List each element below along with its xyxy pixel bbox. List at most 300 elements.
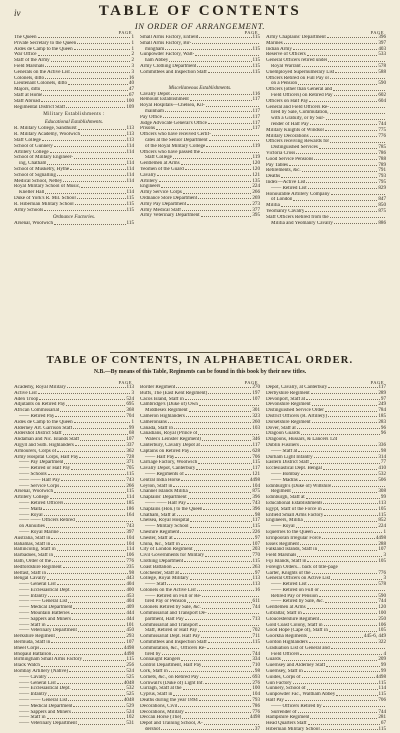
entry-title: Ordnance Store Department [140, 195, 198, 201]
dot-leader [331, 194, 385, 195]
dot-leader [202, 608, 252, 609]
entry-page: 115 [252, 523, 260, 530]
entry-title: Bermuda, Staff in [14, 640, 51, 646]
page-number: iv [14, 8, 21, 18]
entry-title: Gun Factory [266, 680, 292, 686]
dot-leader [76, 521, 133, 522]
entry-title: of London [271, 197, 293, 203]
dot-leader [77, 43, 130, 44]
dot-leader [330, 107, 385, 108]
entry-title: —— Royal Marine [19, 529, 59, 535]
alphabetical-section-note: N.B.—By means of this Table, Regiments can be found in this book by their new titles. [93, 369, 307, 375]
entry-title: Yeomanry Cavalry [266, 208, 305, 214]
entry-title: Bath, Order of the [14, 558, 52, 564]
entry-page: 409 [126, 604, 134, 611]
entry-title: Bedfordshire Regiment [14, 564, 62, 570]
entry-title: Officers on Half Pay [266, 98, 309, 104]
entry-title: General and Field Officers Re- [266, 104, 329, 110]
entry-page: 4048 [123, 679, 134, 686]
dot-leader [168, 422, 251, 423]
dot-leader [73, 706, 125, 707]
dot-leader [330, 217, 385, 218]
entry-title: Devonshire Regiment [266, 402, 311, 408]
entry-title: Gentlemen at Arms [140, 161, 180, 167]
dot-leader [306, 399, 380, 400]
entry-page: 706 [378, 697, 386, 704]
entry-title: Colchester, Staff at [140, 570, 179, 576]
dot-leader [298, 451, 380, 452]
dot-leader [314, 159, 377, 160]
entry-title: Majors, ditto [14, 87, 41, 93]
dot-leader [38, 37, 131, 38]
entry-page: 121 [252, 470, 260, 477]
dot-leader [157, 175, 251, 176]
dot-leader [334, 223, 377, 224]
entry-page: 776 [378, 569, 386, 576]
entry-page: 578 [378, 62, 386, 69]
entry-title: Fiji Islands, Staff in [266, 558, 307, 564]
dot-leader [46, 527, 125, 528]
entry-title: mainham [145, 108, 164, 114]
entry-page: 886 [378, 219, 386, 226]
entry-title: —— General List [19, 582, 56, 588]
entry-title: College, Royal Military [140, 576, 189, 582]
entry-page: 875 [252, 488, 260, 495]
entry-title: Duke of York's R. Mil. School [14, 195, 76, 201]
dot-leader [38, 55, 131, 56]
dot-leader [159, 181, 252, 182]
entry-page: 226 [252, 528, 260, 535]
entry-page: 249 [378, 401, 386, 408]
entry-title: Channel Islands Militia [140, 489, 188, 495]
dot-leader [47, 718, 126, 719]
entry-title: School of Military Engineer- [14, 155, 73, 161]
dot-leader [318, 550, 377, 551]
dot-leader [69, 671, 125, 672]
dot-leader [335, 72, 377, 73]
entry-page: 107 [378, 546, 386, 553]
entry-title: —— Ecclesiastical Dept. [19, 587, 71, 593]
dot-leader [328, 61, 385, 62]
dot-leader [282, 660, 378, 661]
entry-page: 743 [252, 499, 260, 506]
dot-leader [304, 521, 378, 522]
entry-title: Army Chaplains' Department [266, 35, 326, 40]
entry-title: Arsenal, Woolwich [14, 221, 54, 227]
toc-entry [14, 208, 134, 214]
entry-title: Distinguished Services [271, 145, 318, 151]
entry-page: 786 [378, 149, 386, 156]
entry-page: 776 [126, 557, 134, 564]
entry-page: 289 [378, 389, 386, 396]
entry-page: 106 [378, 621, 386, 628]
entry-page: 102 [126, 714, 134, 721]
dot-leader [55, 416, 125, 417]
entry-title: Border Regiment [140, 385, 176, 390]
dot-leader [73, 428, 128, 429]
entry-page: 444 [126, 610, 134, 617]
entry-page: 77 [380, 459, 386, 466]
entry-page: 713 [252, 615, 260, 622]
entry-page: 301 [252, 407, 260, 414]
entry-title: Cheshire Regiment [140, 529, 180, 535]
dot-leader [203, 509, 251, 510]
entry-page: 113 [252, 575, 260, 582]
entry-title: Committees and Inspection Staff [140, 640, 207, 646]
entry-page: 532 [378, 470, 386, 477]
dot-leader [77, 198, 126, 199]
dot-leader [319, 596, 378, 597]
dot-leader [64, 503, 125, 504]
entry-title: Captains on Retired Pay [140, 448, 190, 454]
dot-leader [57, 175, 126, 176]
entry-page: 337 [126, 441, 134, 448]
dot-leader [326, 119, 385, 120]
dot-leader [301, 434, 380, 435]
dot-leader [60, 486, 125, 487]
dot-leader [50, 152, 126, 153]
dot-leader [173, 567, 252, 568]
entry-title: General Officers on Active List [266, 576, 331, 582]
entry-page: 788 [378, 155, 386, 162]
entry-page: 444 [126, 615, 134, 622]
dot-leader [66, 405, 125, 406]
entry-page: 588 [378, 68, 386, 75]
dot-leader [325, 602, 377, 603]
entry-title: render of Half Pay [271, 121, 309, 127]
entry-page: 113 [252, 581, 260, 588]
dot-leader [185, 712, 252, 713]
alphabetical-column-2 [140, 380, 260, 733]
dot-leader [41, 90, 128, 91]
entry-title: with a Gratuity, or by Sur- [271, 116, 325, 122]
dot-leader [57, 451, 125, 452]
entry-title: —— Veterinary Department [19, 721, 77, 727]
dot-leader [300, 544, 377, 545]
dot-leader [60, 411, 125, 412]
entry-page: 506 [378, 476, 386, 483]
dot-leader [52, 561, 125, 562]
entry-page: 276 [252, 679, 260, 686]
entry-title: African Commissariat [14, 408, 60, 414]
dot-leader [182, 718, 249, 719]
entry-title: Good Service Pensions [266, 156, 314, 162]
dot-leader [308, 584, 378, 585]
entry-title: —— Service Corps [19, 483, 60, 489]
entry-title: Chatham, Staff at [140, 512, 176, 518]
entry-title: Surrender of [271, 709, 297, 715]
entry-page: 115 [126, 200, 134, 207]
entry-page: 203 [252, 546, 260, 553]
dot-leader [189, 492, 252, 493]
entry-page: 728 [126, 453, 134, 460]
entry-page: 785 [378, 144, 386, 151]
entry-page: 4498 [249, 714, 260, 721]
entry-title: Hampshire Regiment [266, 715, 310, 721]
entry-title: Officers (other than General and [266, 87, 333, 93]
entry-title: Staff College [145, 155, 172, 161]
entry-page: 107 [252, 540, 260, 547]
entry-page: 98 [128, 569, 134, 576]
entry-title: Cornwall's (Duke of) Light Inf. [140, 680, 204, 686]
entry-page: 3 [383, 552, 386, 559]
entry-page: 1 [383, 528, 386, 535]
dot-leader [174, 428, 251, 429]
entry-title: Cavalry Depot, Canterbury [140, 466, 196, 472]
section-divider [110, 352, 290, 353]
entry-page: 37 [254, 726, 260, 733]
entry-page: 68 [128, 430, 134, 437]
entry-title: Dover, Staff at [266, 425, 296, 431]
entry-title: Staff at Home [14, 92, 43, 98]
entry-page: 101 [126, 621, 134, 628]
dot-leader [161, 187, 251, 188]
toc-entry [266, 221, 386, 227]
entry-title: Commutation, &c., Officers Re- [140, 645, 206, 651]
entry-page: 336 [378, 441, 386, 448]
entry-title: Curragh, Staff at the [140, 686, 182, 692]
dot-leader [200, 677, 252, 678]
entry-page: 104 [126, 540, 134, 547]
entry-page: 99 [380, 662, 386, 669]
entry-title: Colonels, ditto [14, 75, 44, 81]
page-subtitle: IN ORDER OF ARRANGEMENT. [134, 21, 266, 31]
dot-leader [47, 164, 125, 165]
entry-title: Chaplains' Department [140, 495, 187, 501]
entry-page: 107 [126, 639, 134, 646]
dot-leader [310, 136, 378, 137]
entry-page: 266 [126, 482, 134, 489]
entry-page: 524 [126, 668, 134, 675]
dot-leader [195, 55, 259, 56]
dot-leader [45, 193, 125, 194]
entry-page: 744 [252, 604, 260, 611]
entry-page: 113 [126, 136, 134, 143]
page-title: TABLE OF CONTENTS [98, 3, 302, 19]
page-column-header: PAGE [244, 30, 258, 35]
dot-leader [314, 532, 383, 533]
entry-page: 115 [378, 511, 386, 518]
entry-title: Berkshire Regiment [14, 634, 55, 640]
entry-title: Army Pay Department [140, 201, 187, 207]
dot-leader [57, 550, 126, 551]
entry-page: 98 [254, 668, 260, 675]
dot-leader [47, 579, 126, 580]
entry-title: —— Medical Department [19, 703, 73, 709]
entry-title: of the Royal Military College [145, 143, 206, 149]
entry-page: 334 [252, 656, 260, 663]
entry-page: 113 [126, 125, 134, 132]
entry-title: Guernsey, Staff in [266, 669, 303, 675]
entry-title: —— Ecclesiastical Dept. [19, 686, 71, 692]
dot-leader [324, 625, 378, 626]
entry-title: —— —— Half Pay [145, 500, 186, 506]
dot-leader [307, 608, 378, 609]
entry-page: 115 [126, 656, 134, 663]
dot-leader [306, 498, 380, 499]
entry-page: 109 [126, 103, 134, 110]
entry-title: Field Marshals [266, 553, 297, 559]
entry-title: Officers Retired on Full Pay or [266, 75, 330, 81]
entry-page: 115 [252, 45, 260, 52]
entry-title: Artillery College [14, 495, 49, 501]
entry-title: Falkland Islands, Staff in [266, 547, 318, 553]
page-column-header: PAGE [370, 30, 384, 35]
dot-leader [322, 538, 375, 539]
entry-title: —— Sappers and Miners [19, 616, 71, 622]
dot-leader [48, 596, 125, 597]
dot-leader [307, 561, 377, 562]
entry-title: Depot and Training School, A- [140, 721, 203, 727]
dot-leader [176, 387, 251, 388]
entry-page: 105 [378, 505, 386, 512]
entry-title: Adjutants on Retired Pay [14, 402, 66, 408]
entry-title: Graduation List of General and [266, 645, 330, 651]
entry-title: Half Pay [266, 698, 284, 704]
entry-page: 4048 [123, 697, 134, 704]
entry-page: 224 [378, 523, 386, 530]
dot-leader [212, 135, 259, 136]
entry-page: 346 [252, 436, 260, 443]
entry-title: Garter, Knights of the [266, 570, 311, 576]
entry-page: 3 [383, 575, 386, 582]
entry-page: 4498 [375, 534, 386, 541]
dot-leader [199, 37, 251, 38]
dot-leader [185, 169, 252, 170]
entry-page: 1 [131, 34, 134, 40]
dot-leader [165, 111, 252, 112]
entry-title: —— Retired Officers [19, 500, 64, 506]
entry-page: 3 [131, 62, 134, 69]
entry-page: 875 [378, 207, 386, 214]
dot-leader [56, 637, 125, 638]
entry-page: 99 [380, 494, 386, 501]
dot-leader [292, 492, 378, 493]
entry-title: —— Retired Pay [19, 413, 55, 419]
entry-page: 104 [252, 691, 260, 698]
dot-leader [41, 101, 125, 102]
entry-page: 104 [126, 534, 134, 541]
entry-title: Deccan Horse (The) [140, 715, 182, 721]
entry-title: Officers who have passed the [140, 149, 200, 155]
entry-title: Canterbury, Cavalry Depôt at [140, 442, 200, 448]
entry-title: —— Retired List [271, 185, 307, 191]
entry-page: 98 [380, 447, 386, 454]
entry-page: 396 [378, 34, 386, 40]
dot-leader [71, 613, 126, 614]
entry-title: —— Regiments of [145, 471, 184, 477]
dot-leader [293, 200, 377, 201]
entry-title: Small Arms Factory, Bir- [140, 40, 192, 46]
dot-leader [71, 469, 125, 470]
toc-entry [14, 221, 134, 227]
entry-page: 281 [378, 714, 386, 721]
dot-leader [51, 61, 131, 62]
entry-page: 260 [252, 418, 260, 425]
entry-title: Armourers, Corps of [14, 448, 57, 454]
dot-leader [190, 521, 251, 522]
entry-title: Erinpoorah Irregular Force [266, 535, 321, 541]
dot-leader [204, 724, 259, 725]
entry-title: City of London Regiment [140, 547, 193, 553]
entry-title: Gibraltar, Staff in [266, 611, 302, 617]
entry-title: Reserve of Officers [266, 52, 306, 58]
dot-leader [202, 666, 251, 667]
toc-entry [140, 70, 260, 76]
dot-leader [307, 55, 378, 56]
entry-page: 269 [252, 194, 260, 201]
dot-leader [188, 498, 252, 499]
entry-title: Chaplains (Hon.) to the Queen [140, 506, 203, 512]
dot-leader [297, 556, 382, 557]
entry-page: 16 [254, 586, 260, 593]
dot-leader [52, 654, 123, 655]
dot-leader [308, 637, 363, 638]
dot-leader [208, 613, 259, 614]
dot-leader [63, 181, 125, 182]
dot-leader [312, 422, 378, 423]
entry-title: Argyll and Suth. Highlanders [14, 442, 74, 448]
page-column-header: PAGE [118, 380, 132, 385]
dot-leader [75, 204, 126, 205]
dot-leader [300, 654, 382, 655]
entry-page: 114 [126, 189, 134, 196]
entry-title: tired by [145, 651, 161, 657]
dot-leader [198, 463, 251, 464]
dot-leader [328, 387, 377, 388]
entry-title: Military Decorations [266, 133, 309, 139]
entry-page: 117 [252, 441, 260, 448]
entry-page: 103 [252, 424, 260, 431]
entry-title: Dragoons, Hussars, & Lancers 124 [266, 437, 338, 443]
entry-page: 789 [378, 161, 386, 168]
entry-page: 121 [252, 171, 260, 178]
entry-title: Barbadoes, Staff in [14, 553, 54, 559]
dot-leader [301, 474, 378, 475]
dot-leader [309, 101, 377, 102]
entry-page: 119 [252, 142, 260, 149]
dot-leader [68, 700, 123, 701]
entry-page: 397 [378, 39, 386, 46]
dot-leader [208, 393, 251, 394]
dot-leader [78, 129, 126, 130]
dot-leader [199, 700, 252, 701]
entry-title: Army Schools [14, 207, 44, 213]
entry-page: 117 [252, 517, 260, 524]
entry-title: Ecclesiastical Dept. Bengal [266, 466, 322, 472]
entry-page: 711 [252, 633, 260, 640]
entry-title: Retired Pay or Pension [271, 593, 318, 599]
entry-page: 743 [126, 523, 134, 530]
entry-title: Head Quarters Staff [266, 721, 307, 727]
entry-title: Academy, Royal Military [14, 385, 66, 390]
entry-title: Militia and Yeomanry Cavalry [271, 220, 333, 226]
entry-page: 2 [131, 51, 134, 58]
entry-title: Army Clothing Department [140, 63, 197, 69]
dot-leader [78, 631, 125, 632]
entry-title: Cambridge's (Duke of) Own [140, 402, 198, 408]
entry-page: 114 [378, 685, 386, 692]
dot-leader [181, 660, 251, 661]
entry-page: 710 [252, 662, 260, 669]
entry-page: 396 [252, 494, 260, 501]
entry-title: Carriage Factory, Woolwich [140, 460, 198, 466]
entry-title: Egypt, Staff of the Force in [266, 506, 322, 512]
dot-leader [307, 689, 378, 690]
entry-page: 107 [252, 395, 260, 402]
entry-title: Yeomen of the Guard [140, 166, 184, 172]
dot-leader [83, 660, 125, 661]
